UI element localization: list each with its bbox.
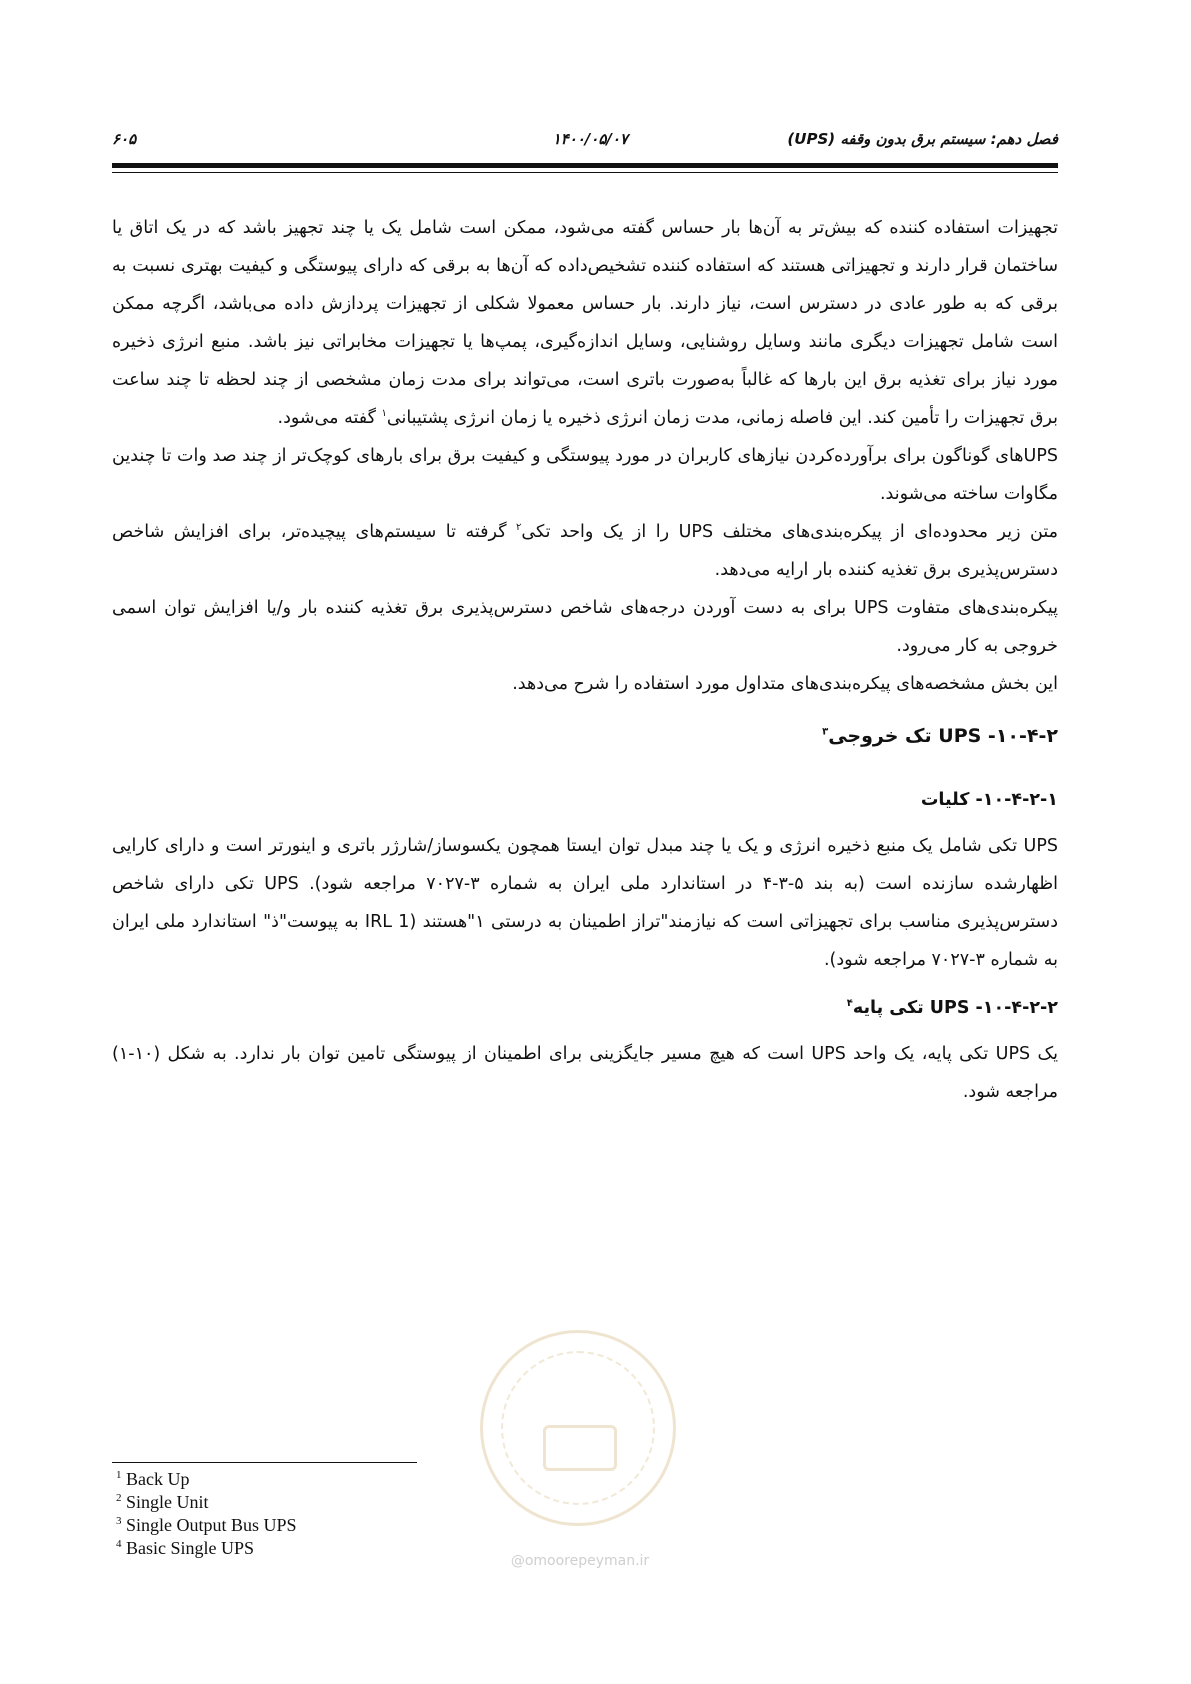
- section-heading-text: ۱۰-۴-۲- UPS تک خروجی: [828, 725, 1058, 747]
- header-rule-thin: [112, 172, 1058, 173]
- section-heading-10-4-2: [112, 717, 1058, 755]
- footnote-2-text: Single Unit: [126, 1492, 209, 1512]
- footnote-ref-1: ۱: [381, 408, 387, 420]
- footnote-1: [116, 1468, 516, 1491]
- footnote-2: [116, 1491, 516, 1514]
- footnote-3: [116, 1514, 516, 1537]
- footnote-ref-2: ۲: [516, 522, 522, 534]
- footnote-4: [116, 1537, 516, 1560]
- paragraph-7: یک UPS تکی پایه، یک واحد UPS است که هیچ مسیر جایگزینی برای اطمینان از پیوستگی تامین توان بار ندارد. به شکل (۱۰-۱) مراجعه شود.: [112, 1044, 1059, 1102]
- footnote-rule: [112, 1462, 417, 1463]
- main-text: [112, 209, 1058, 1111]
- chapter-title: فصل دهم: سیستم برق بدون وقفه (UPS): [787, 130, 1058, 148]
- footnote-ref-4: ۴: [846, 998, 853, 1010]
- paragraph-2: UPSهای گوناگون برای برآورده‌کردن نیازهای کاربران در مورد پیوستگی و کیفیت برق برای بارهای کوچک‌تر از چند صد وات تا چندین مگاوات ساخته می‌شوند.: [112, 446, 1058, 504]
- paragraph-3-end: گرفته تا سیستم‌های پیچیده‌تر، برای افزایش شاخص دسترس‌پذیری برق تغذیه کننده بار ارایه می‌دهد.: [112, 522, 1058, 580]
- paragraph-3-text: متن زیر محدوده‌ای از پیکره‌بندی‌های مختلف UPS را از یک واحد تکی: [521, 522, 1059, 542]
- section-heading-10-4-2-2: [112, 989, 1058, 1027]
- paragraph-5: این بخش مشخصه‌های پیکره‌بندی‌های متداول مورد استفاده را شرح می‌دهد.: [512, 674, 1058, 694]
- header-rule-thick: [112, 163, 1058, 168]
- footnote-2-number: 2: [116, 1492, 122, 1504]
- watermark-text: @omoorepeyman.ir: [510, 1553, 650, 1569]
- paragraph-1-end: گفته می‌شود.: [277, 408, 382, 428]
- watermark-gear-icon: [543, 1425, 617, 1471]
- footnote-3-number: 3: [116, 1515, 122, 1527]
- footnote-ref-3: ۳: [822, 726, 829, 738]
- footnote-4-number: 4: [116, 1538, 122, 1550]
- paragraph-1: [112, 209, 1058, 437]
- footnote-4-text: Basic Single UPS: [126, 1538, 255, 1558]
- paragraph-4: پیکره‌بندی‌های متفاوت UPS برای به دست آوردن درجه‌های شاخص دسترس‌پذیری برق تغذیه کننده بار و/یا افزایش توان اسمی خروجی به کار می‌رود.: [112, 598, 1059, 656]
- footnote-3-text: Single Output Bus UPS: [126, 1515, 297, 1535]
- footnotes: [116, 1468, 516, 1560]
- header-date: ۱۴۰۰/۰۵/۰۷: [552, 130, 628, 148]
- running-header: [112, 130, 1058, 156]
- section-heading-10-4-2-1: ۱۰-۴-۲-۱- کلیات: [920, 790, 1058, 810]
- footnote-1-text: Back Up: [126, 1469, 190, 1489]
- subsection-heading-text: ۱۰-۴-۲-۲- UPS تکی پایه: [852, 998, 1058, 1018]
- paragraph-1-text: تجهیزات استفاده کننده که بیش‌تر به آن‌ها بار حساس گفته می‌شود، ممکن است شامل یک یا چند تجهیز باشد که در یک اتاق یا ساختمان قرار دارند و تجهیزاتی هستند که استفاده کننده تشخیص‌داده که آن‌ها به برقی که دارای پیوستگی و کیفیت بهتری نسبت به برقی که به طور عادی در دسترس است، نیاز دارند. بار حساس معمولا شکلی از تجهیزات پردازش داده می‌باشد، اگرچه ممکن است شامل تجهیزات دیگری مانند وسایل روشنایی، وسایل اندازه‌گیری، پمپ‌ها یا تجهیزات مخابراتی نیز باشد. منبع انرژی ذخیره مورد نیاز برای تغذیه برق این بارها که غالباً به‌صورت باتری است، می‌تواند برای مدت زمان مشخصی از چند لحظه تا چند ساعت برق تجهیزات را تأمین کند. این فاصله زمانی، مدت زمان انرژی ذخیره یا زمان انرژی پشتیبانی: [112, 218, 1058, 428]
- paragraph-3: [112, 513, 1058, 589]
- paragraph-6: UPS تکی شامل یک منبع ذخیره انرژی و یک یا چند مبدل توان ایستا همچون یکسوساز/شارژر باتری و اینورتر است و دارای کارایی اظهارشده سازنده است (به بند ۵-۳-۴ در استاندارد ملی ایران به شماره ۳-۷۰۲۷ مراجعه شود). UPS تکی دارای شاخص دسترس‌پذیری مناسب برای تجهیزاتی است که نیازمند"تراز اطمینان به درستی ۱"هستند (IRL 1 به پیوست"ذ" استاندارد ملی ایران به شماره ۳-۷۰۲۷ مراجعه شود).: [112, 836, 1059, 970]
- page-number: ۶۰۵: [112, 130, 137, 148]
- footnote-1-number: 1: [116, 1469, 122, 1481]
